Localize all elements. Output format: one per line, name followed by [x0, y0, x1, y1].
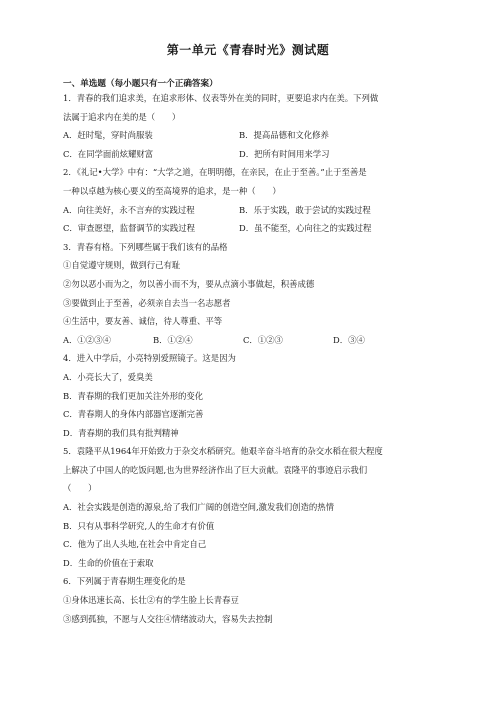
answer-option: B．乐于实践，敢于尝试的实践过程 — [239, 204, 371, 215]
question-text-line: ④生活中，要友善、诚信，待人尊重、平等 — [63, 316, 223, 327]
question-text-line: D．生命的价值在于索取 — [63, 557, 154, 568]
question-text-line: （ ） — [63, 483, 97, 494]
question-text-line: ②勿以恶小而为之，勿以善小而不为，要从点滴小事做起，积善成德 — [63, 278, 315, 289]
question-text-line: 上解决了中国人的吃饭问题,也为世界经济作出了巨大贡献。袁隆平的事迹启示我们 — [63, 464, 368, 475]
question-text-line: B．青春期的我们更加关注外形的变化 — [63, 390, 204, 401]
answer-option: D．虽不能至，心向往之的实践过程 — [239, 223, 372, 234]
question-text-line: C．他为了出人头地,在社会中肯定自己 — [63, 539, 207, 550]
answer-option: A．赶时髦，穿时尚服装 — [63, 130, 153, 141]
question-text-line: 4．进入中学后，小亮特别爱照镜子。这是因为 — [63, 353, 236, 364]
question-text-line: A．社会实践是创造的源泉,给了我们广阔的创造空间,激发我们创造的热情 — [63, 502, 334, 513]
answer-option: A．①②③④ — [63, 334, 111, 345]
question-text-line: ③要做到止于至善，必须亲自去当一名志愿者 — [63, 297, 231, 308]
answer-option: A．向往美好，永不言弃的实践过程 — [63, 204, 195, 215]
answer-option: B．①②④ — [153, 334, 193, 345]
question-text-line: 6．下列属于青春期生理变化的是 — [63, 576, 186, 587]
question-6 — [63, 572, 443, 628]
question-text-line: 1．青春的我们追求美，在追求形体、仪表等外在美的同时，更要追求内在美。下列做 — [63, 93, 379, 103]
answer-option: D．③④ — [333, 334, 365, 345]
question-text-line: 一种以卓越为核心要义的至高境界的追求，是一种（ ） — [63, 185, 281, 196]
question-text-line: ①身体迅速长高、长壮②有的学生脸上长青春豆 — [63, 595, 239, 606]
answer-option: D．把所有时间用来学习 — [239, 148, 330, 159]
question-4 — [63, 349, 443, 442]
question-5 — [63, 442, 443, 572]
options-row — [63, 219, 443, 238]
question-text-line: 3．青春有格。下列哪些属于我们该有的品格 — [63, 241, 228, 252]
question-text-line: D．青春期的我们具有批判精神 — [63, 427, 179, 438]
question-3 — [63, 238, 443, 350]
answer-option: C．审查愿望，监督调节的实践过程 — [63, 223, 196, 234]
question-text-line: 2．《礼记•大学》中有：“大学之道，在明明德，在亲民，在止于至善。”止于至善是 — [63, 167, 367, 178]
question-text-line: B．只有从事科学研究,人的生命才有价值 — [63, 520, 215, 531]
page-title: 第一单元《青春时光》测试题 — [166, 43, 330, 57]
question-text-line: A．小亮长大了，爱臭美 — [63, 371, 153, 382]
question-2 — [63, 163, 443, 237]
answer-option: C．在同学面前炫耀财富 — [63, 148, 154, 159]
options-row — [63, 331, 443, 350]
question-1 — [63, 89, 443, 163]
question-list — [63, 89, 443, 628]
answer-option: C．①②③ — [243, 334, 283, 345]
answer-option: B．提高品德和文化修养 — [239, 130, 329, 141]
question-text-line: 5．袁隆平从1964年开始致力于杂交水稻研究。他艰辛奋斗培育的杂交水稻在很大程度 — [63, 446, 383, 457]
options-row — [63, 201, 443, 220]
question-text-line: ③感到孤独，不愿与人交往④情绪波动大，容易失去控制 — [63, 613, 273, 624]
question-text-line: C．青春期人的身体内部器官逐渐完善 — [63, 409, 204, 420]
options-row — [63, 126, 443, 145]
question-text-line: ①自觉遵守规则，做到行己有耻 — [63, 260, 181, 271]
question-text-line: 法属于追求内在美的是（ ） — [63, 111, 181, 122]
section-heading: 一、单选题（每小题只有一个正确答案） — [63, 79, 218, 89]
options-row — [63, 145, 443, 164]
